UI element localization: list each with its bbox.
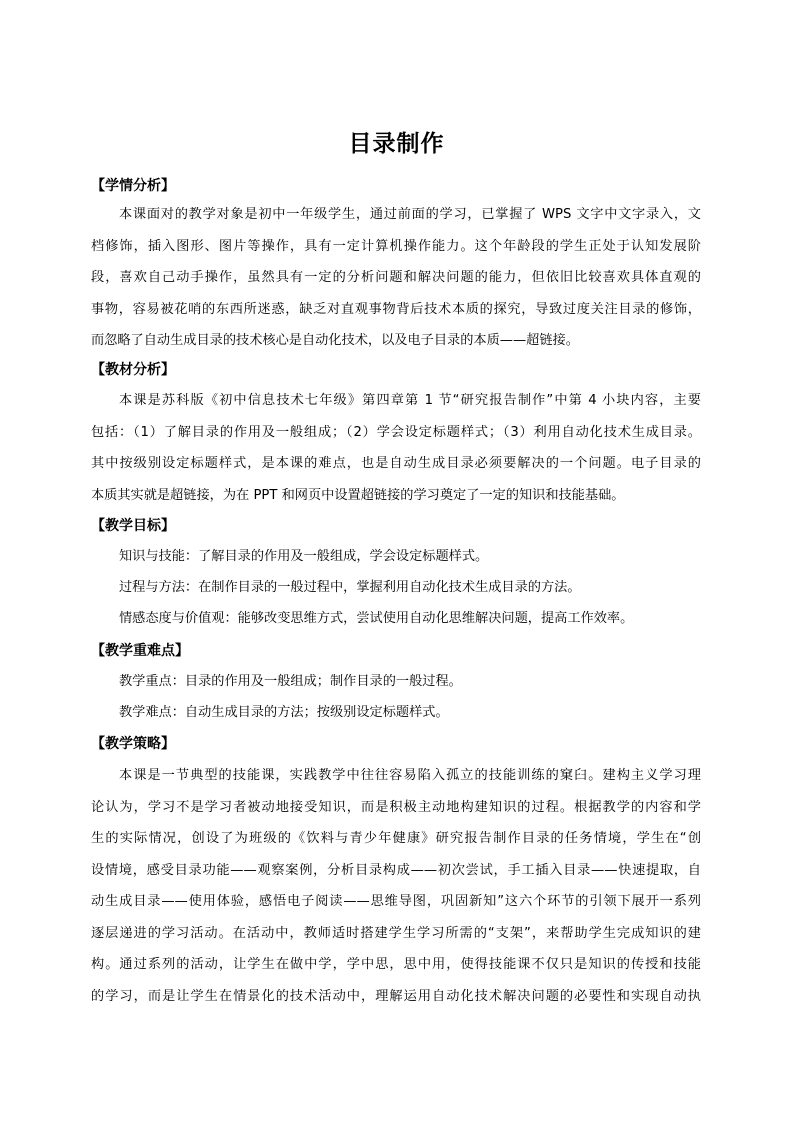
section-heading-teaching-strategy: 【教学策略】 [91,736,175,752]
goal-item-attitude: 情感态度与价值观：能够改变思维方式，尝试使用自动化思维解决问题，提高工作效率。 [119,611,634,626]
paragraph-line: 本课面对的教学对象是初中一年级学生，通过前面的学习，已掌握了 WPS 文字中文字录入，文 [119,207,701,222]
paragraph-line: 包括：（1）了解目录的作用及一般组成；（2）学会设定标题样式；（3）利用自动化技术生成目录。 [91,424,701,440]
paragraph-line: 逐层递进的学习活动。在活动中，教师适时搭建学生学习所需的“支架”，来帮助学生完成知识的建 [91,925,701,941]
section-heading-student-analysis: 【学情分析】 [91,178,175,194]
paragraph-line: 本课是一节典型的技能课，实践教学中往往容易陷入孤立的技能训练的窠臼。建构主义学习理 [119,768,701,783]
section-heading-textbook-analysis: 【教材分析】 [91,362,175,378]
paragraph-line: 档修饰，插入图形、图片等操作，具有一定计算机操作能力。这个年龄段的学生正处于认知发展阶 [91,238,701,254]
paragraph-line: 生的实际情况，创设了为班级的《饮料与青少年健康》研究报告制作目录的任务情境，学生在“创 [91,831,701,846]
paragraph-line: 段，喜欢自己动手操作，虽然具有一定的分析问题和解决问题的能力，但依旧比较喜欢具体直观的 [91,270,701,285]
student-analysis-paragraph [91,199,701,357]
paragraph-line: 动生成目录——使用体验，感悟电子阅读——思维导图，巩固新知”这六个环节的引领下展开一系列 [91,894,701,909]
paragraph-line: 本课是苏科版《初中信息技术七年级》第四章第 1 节“研究报告制作”中第 4 小块内容，主要 [119,393,701,408]
section-heading-teaching-goals: 【教学目标】 [91,518,175,534]
paragraph-line: 设情境，感受目录功能——观察案例，分析目录构成——初次尝试，手工插入目录——快速提取，自 [91,862,701,878]
paragraph-line: 的学习，而是让学生在情景化的技术活动中，理解运用自动化技术解决问题的必要性和实现自动执 [91,988,701,1004]
paragraph-line: 其中按级别设定标题样式，是本课的难点，也是自动生成目录必须要解决的一个问题。电子目录的 [91,456,701,471]
paragraph-line: 构。通过系列的活动，让学生在做中学，学中思，思中用，使得技能课不仅只是知识的传授和技能 [91,957,701,972]
goal-item-knowledge: 知识与技能：了解目录的作用及一般组成，学会设定标题样式。 [119,549,489,564]
goal-item-process: 过程与方法：在制作目录的一般过程中，掌握利用自动化技术生成目录的方法。 [119,580,581,595]
paragraph-line: 本质其实就是超链接，为在 PPT 和网页中设置超链接的学习奠定了一定的知识和技能基础。 [91,487,625,503]
paragraph-line: 而忽略了自动生成目录的技术核心是自动化技术，以及电子目录的本质——超链接。 [91,333,579,348]
paragraph-line: 论认为，学习不是学习者被动地接受知识，而是积极主动地构建知识的过程。根据教学的内容和学 [91,799,701,815]
textbook-analysis-paragraph [91,385,701,511]
difficult-point-item: 教学难点：自动生成目录的方法；按级别设定标题样式。 [119,705,449,720]
teaching-strategy-paragraph [91,760,701,1012]
document-title: 目录制作 [348,131,445,157]
key-point-item: 教学重点：目录的作用及一般组成；制作目录的一般过程。 [119,674,462,689]
paragraph-line: 事物，容易被花哨的东西所迷惑，缺乏对直观事物背后技术本质的探究，导致过度关注目录的修饰， [91,301,701,317]
section-heading-key-points: 【教学重难点】 [91,643,189,659]
